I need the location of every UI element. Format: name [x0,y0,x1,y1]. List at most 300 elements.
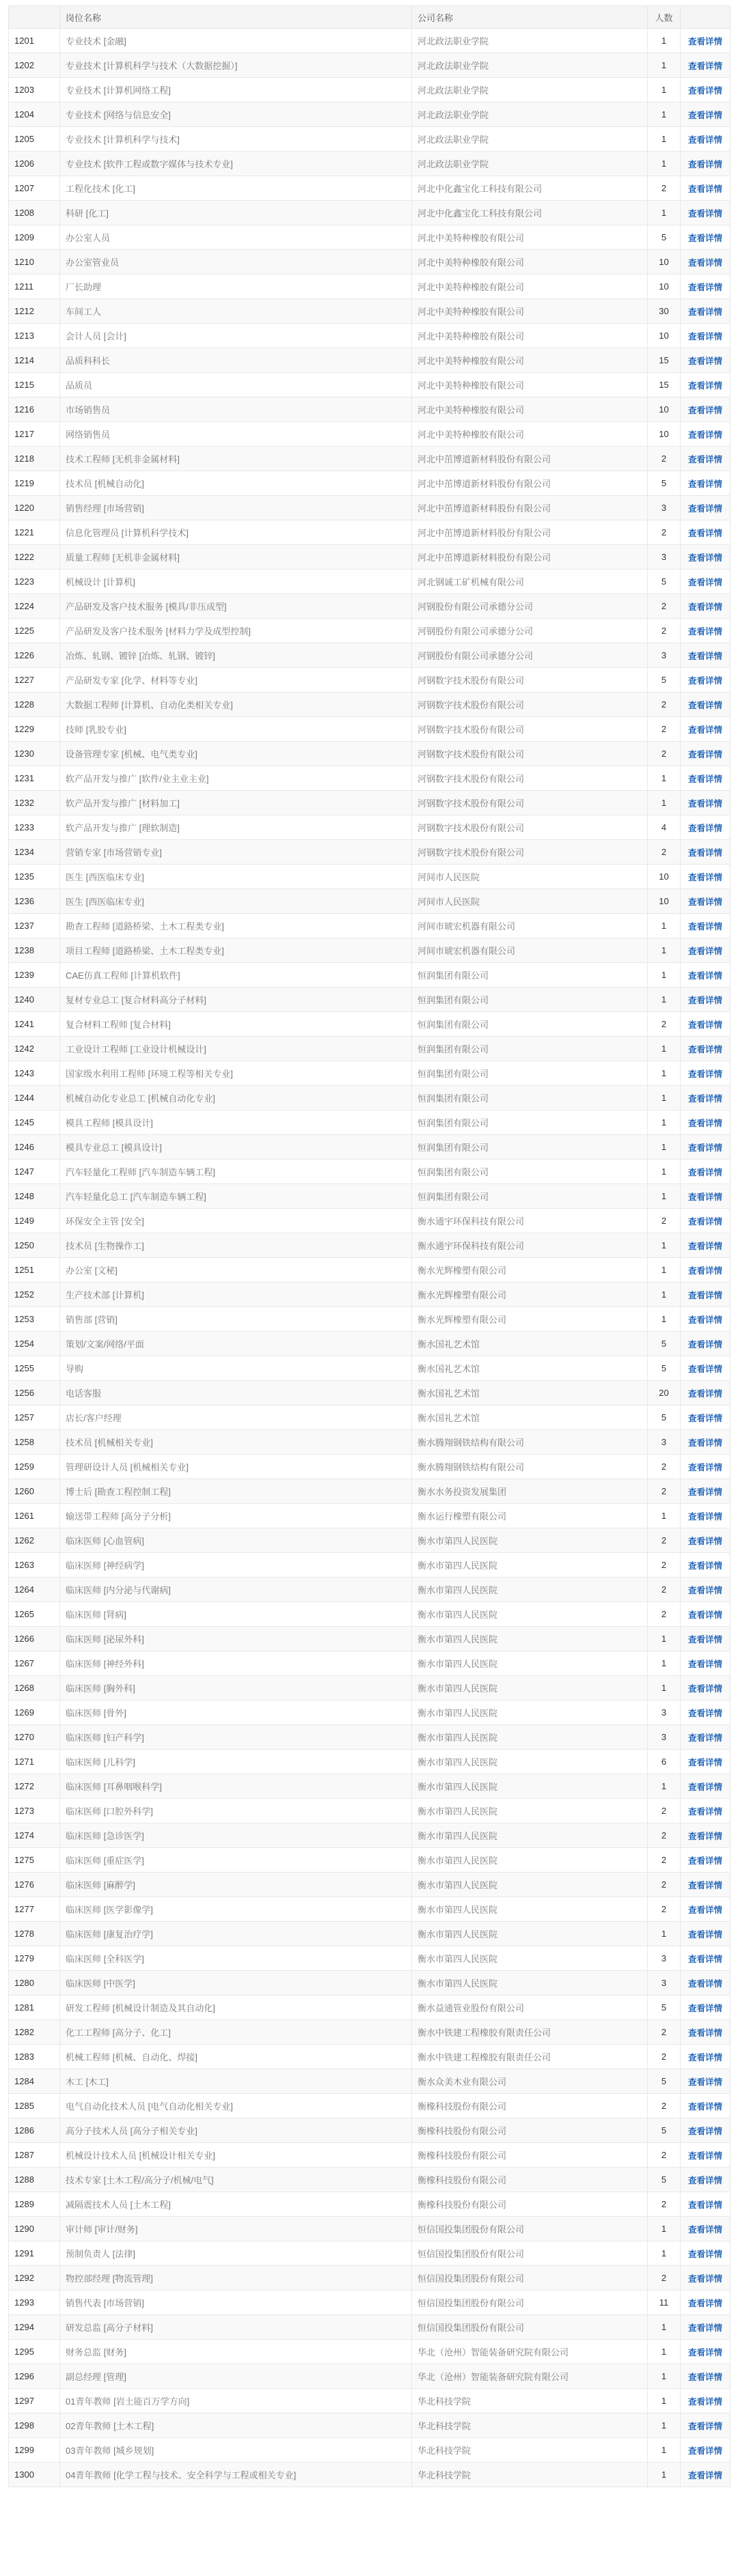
table-row [9,1332,730,1356]
company-name: 河北中美特种橡胶有限公司 [412,324,648,348]
position-name: 预制负责人 [法律] [60,2241,412,2266]
position-name: 策划/文案/网络/平面 [60,1332,412,1356]
view-details-link[interactable]: 查看详情 [687,2298,722,2308]
row-number: 1294 [9,2315,60,2340]
table-row [9,717,730,742]
company-name: 河北中美特种橡胶有限公司 [412,348,648,373]
company-name: 恒润集团有限公司 [412,963,648,988]
view-details-link[interactable]: 查看详情 [687,970,722,981]
company-name: 河北中化鑫宝化工科技有限公司 [412,201,648,225]
row-number: 1241 [9,1012,60,1037]
position-name: CAE仿真工程师 [计算机软件] [60,963,412,988]
position-name: 设备管理专家 [机械、电气类专业] [60,742,412,766]
table-row [9,373,730,397]
headcount: 2 [648,2143,681,2168]
view-details-link[interactable]: 查看详情 [687,2101,722,2112]
view-details-link[interactable]: 查看详情 [687,897,722,907]
position-name: 销售代表 [市场营销] [60,2291,412,2315]
headcount: 15 [648,348,681,373]
action-cell [681,570,730,594]
company-name: 河北中茁博道新材料股份有限公司 [412,471,648,496]
headcount: 2 [648,619,681,643]
headcount: 1 [648,2364,681,2389]
company-name: 衡水市第四人民医院 [412,1553,648,1578]
view-details-link[interactable]: 查看详情 [687,307,722,317]
company-name: 河北中化鑫宝化工科技有限公司 [412,176,648,201]
view-details-link[interactable]: 查看详情 [687,1093,722,1104]
view-details-link[interactable]: 查看详情 [687,675,722,686]
view-details-link[interactable]: 查看详情 [687,1265,722,1276]
view-details-link[interactable]: 查看详情 [687,1610,722,1620]
action-cell [681,2389,730,2413]
action-cell [681,865,730,889]
headcount: 2 [648,692,681,717]
view-details-link[interactable]: 查看详情 [687,233,722,243]
view-details-link[interactable]: 查看详情 [687,2052,722,2062]
position-name: 技术员 [机械相关专业] [60,1430,412,1455]
row-number: 1217 [9,422,60,447]
view-details-link[interactable]: 查看详情 [687,2421,722,2431]
table-row [9,2266,730,2291]
action-cell [681,1651,730,1676]
view-details-link[interactable]: 查看详情 [687,1683,722,1694]
row-number: 1215 [9,373,60,397]
company-name: 河北中茁博道新材料股份有限公司 [412,447,648,471]
headcount: 3 [648,1971,681,1996]
action-cell [681,1971,730,1996]
view-details-link[interactable]: 查看详情 [687,1020,722,1030]
position-name: 临床医师 [儿科学] [60,1750,412,1774]
company-name: 河钢数字技术股份有限公司 [412,840,648,865]
table-row [9,1381,730,1405]
action-cell [681,299,730,324]
headcount: 2 [648,1553,681,1578]
table-row [9,1061,730,1086]
headcount: 5 [648,1356,681,1381]
position-name: 临床医师 [康复治疗学] [60,1922,412,1946]
company-name: 恒润集团有限公司 [412,1110,648,1135]
row-number: 1250 [9,1233,60,1258]
view-details-link[interactable]: 查看详情 [687,602,722,612]
view-details-link[interactable]: 查看详情 [687,159,722,169]
view-details-link[interactable]: 查看详情 [687,528,722,538]
view-details-link[interactable]: 查看详情 [687,1339,722,1349]
headcount: 2 [648,520,681,545]
row-number: 1256 [9,1381,60,1405]
view-details-link[interactable]: 查看详情 [687,1708,722,1718]
view-details-link[interactable]: 查看详情 [687,61,722,71]
row-number: 1266 [9,1627,60,1651]
view-details-link[interactable]: 查看详情 [687,1978,722,1989]
view-details-link[interactable]: 查看详情 [687,1462,722,1472]
view-details-link[interactable]: 查看详情 [687,430,722,440]
company-name: 衡水运行橡塑有限公司 [412,1504,648,1528]
action-cell [681,373,730,397]
row-number: 1297 [9,2389,60,2413]
headcount: 1 [648,2463,681,2487]
view-details-link[interactable]: 查看详情 [687,380,722,391]
company-name: 衡橡科技股份有限公司 [412,2094,648,2118]
view-details-link[interactable]: 查看详情 [687,2200,722,2210]
table-row [9,1725,730,1750]
company-name: 恒润集团有限公司 [412,988,648,1012]
table-row [9,1012,730,1037]
row-number: 1201 [9,29,60,53]
position-name: 临床医师 [中医学] [60,1971,412,1996]
view-details-link[interactable]: 查看详情 [687,85,722,96]
table-row [9,668,730,692]
view-details-link[interactable]: 查看详情 [687,1290,722,1300]
view-details-link[interactable]: 查看详情 [687,1806,722,1817]
position-name: 电话客服 [60,1381,412,1405]
table-row [9,963,730,988]
view-details-link[interactable]: 查看详情 [687,725,722,735]
view-details-link[interactable]: 查看详情 [687,2249,722,2259]
action-cell [681,520,730,545]
position-name: 产品研发专家 [化学、材料等专业] [60,668,412,692]
headcount: 2 [648,2045,681,2069]
row-number: 1278 [9,1922,60,1946]
table-row [9,1356,730,1381]
headcount: 5 [648,471,681,496]
position-name: 临床医师 [骨外] [60,1700,412,1725]
headcount: 1 [648,1184,681,1209]
row-number: 1275 [9,1848,60,1873]
table-row [9,1996,730,2020]
row-number: 1293 [9,2291,60,2315]
view-details-link[interactable]: 查看详情 [687,1560,722,1571]
table-row [9,1160,730,1184]
headcount: 5 [648,225,681,250]
position-name: 临床医师 [急诊医学] [60,1823,412,1848]
headcount: 3 [648,496,681,520]
action-cell [681,471,730,496]
action-cell [681,1823,730,1848]
company-name: 河间市琥宏机器有限公司 [412,938,648,963]
row-number: 1229 [9,717,60,742]
headcount: 1 [648,1676,681,1700]
table-body [9,29,730,2487]
headcount: 1 [648,791,681,815]
view-details-link[interactable]: 查看详情 [687,872,722,882]
view-details-link[interactable]: 查看详情 [687,1216,722,1227]
action-cell [681,840,730,865]
company-name: 河钢数字技术股份有限公司 [412,668,648,692]
headcount: 2 [648,1209,681,1233]
action-cell [681,1602,730,1627]
row-number: 1282 [9,2020,60,2045]
action-cell [681,225,730,250]
position-name: 导购 [60,1356,412,1381]
position-name: 高分子技术人员 [高分子相关专业] [60,2118,412,2143]
view-details-link[interactable]: 查看详情 [687,848,722,858]
view-details-link[interactable]: 查看详情 [687,405,722,415]
action-cell [681,1258,730,1283]
headcount: 2 [648,2192,681,2217]
position-name: 产品研发及客户技术服务 [模具/非压成型] [60,594,412,619]
table-row [9,176,730,201]
header-company: 公司名称 [412,6,648,29]
view-details-link[interactable]: 查看详情 [687,946,722,956]
view-details-link[interactable]: 查看详情 [687,1241,722,1251]
headcount: 1 [648,938,681,963]
view-details-link[interactable]: 查看详情 [687,282,722,292]
headcount: 1 [648,1160,681,1184]
view-details-link[interactable]: 查看详情 [687,110,722,120]
view-details-link[interactable]: 查看详情 [687,257,722,268]
view-details-link[interactable]: 查看详情 [687,2323,722,2333]
view-details-link[interactable]: 查看详情 [687,1831,722,1841]
company-name: 河北政法职业学院 [412,78,648,102]
headcount: 1 [648,1086,681,1110]
headcount: 1 [648,1774,681,1799]
view-details-link[interactable]: 查看详情 [687,356,722,366]
view-details-link[interactable]: 查看详情 [687,1659,722,1669]
view-details-link[interactable]: 查看详情 [687,1143,722,1153]
view-details-link[interactable]: 查看详情 [687,1388,722,1399]
view-details-link[interactable]: 查看详情 [687,1413,722,1423]
view-details-link[interactable]: 查看详情 [687,1634,722,1644]
view-details-link[interactable]: 查看详情 [687,2372,722,2382]
company-name: 恒润集团有限公司 [412,1061,648,1086]
view-details-link[interactable]: 查看详情 [687,700,722,710]
headcount: 2 [648,1528,681,1553]
view-details-link[interactable]: 查看详情 [687,1315,722,1325]
company-name: 衡水市第四人民医院 [412,1799,648,1823]
view-details-link[interactable]: 查看详情 [687,2175,722,2185]
row-number: 1259 [9,1455,60,1479]
company-name: 河北政法职业学院 [412,102,648,127]
view-details-link[interactable]: 查看详情 [687,479,722,489]
view-details-link[interactable]: 查看详情 [687,1118,722,1128]
table-row [9,1676,730,1700]
action-cell [681,127,730,152]
headcount: 11 [648,2291,681,2315]
table-row [9,127,730,152]
view-details-link[interactable]: 查看详情 [687,1733,722,1743]
view-details-link[interactable]: 查看详情 [687,1487,722,1497]
view-details-link[interactable]: 查看详情 [687,1856,722,1866]
view-details-link[interactable]: 查看详情 [687,2224,722,2235]
action-cell [681,102,730,127]
view-details-link[interactable]: 查看详情 [687,749,722,759]
position-name: 财务总监 [财务] [60,2340,412,2364]
headcount: 10 [648,275,681,299]
position-name: 国家级水利用工程师 [环境工程等相关专业] [60,1061,412,1086]
action-cell [681,717,730,742]
company-name: 恒信国投集团股份有限公司 [412,2315,648,2340]
view-details-link[interactable]: 查看详情 [687,823,722,833]
position-name: 减隔震技术人员 [土木工程] [60,2192,412,2217]
table-row [9,1135,730,1160]
position-name: 品质科科长 [60,348,412,373]
view-details-link[interactable]: 查看详情 [687,2028,722,2038]
action-cell [681,2413,730,2438]
view-details-link[interactable]: 查看详情 [687,2003,722,2013]
view-details-link[interactable]: 查看详情 [687,184,722,194]
headcount: 2 [648,176,681,201]
view-details-link[interactable]: 查看详情 [687,1511,722,1522]
table-row [9,1504,730,1528]
table-row [9,1799,730,1823]
company-name: 恒润集团有限公司 [412,1037,648,1061]
action-cell [681,250,730,275]
company-name: 衡水市第四人民医院 [412,1528,648,1553]
table-row [9,1258,730,1283]
position-name: 专业技术 [计算机科学与技术] [60,127,412,152]
view-details-link[interactable]: 查看详情 [687,1192,722,1202]
view-details-link[interactable]: 查看详情 [687,552,722,563]
position-name: 临床医师 [神经病学] [60,1553,412,1578]
view-details-link[interactable]: 查看详情 [687,1585,722,1595]
position-name: 技术工程师 [无机非金属材料] [60,447,412,471]
headcount: 2 [648,1848,681,1873]
position-name: 机械设计技术人员 [机械设计相关专业] [60,2143,412,2168]
company-name: 华北科技学院 [412,2438,648,2463]
view-details-link[interactable]: 查看详情 [687,651,722,661]
view-details-link[interactable]: 查看详情 [687,1905,722,1915]
action-cell [681,2291,730,2315]
table-row [9,2217,730,2241]
position-name: 专业技术 [软件工程或数字媒体与技术专业] [60,152,412,176]
view-details-link[interactable]: 查看详情 [687,921,722,932]
view-details-link[interactable]: 查看详情 [687,503,722,514]
action-cell [681,1184,730,1209]
row-number: 1272 [9,1774,60,1799]
headcount: 1 [648,2241,681,2266]
view-details-link[interactable]: 查看详情 [687,1536,722,1546]
view-details-link[interactable]: 查看详情 [687,2151,722,2161]
company-name: 衡水国礼艺术馆 [412,1381,648,1405]
view-details-link[interactable]: 查看详情 [687,2077,722,2087]
view-details-link[interactable]: 查看详情 [687,208,722,219]
company-name: 衡水市第四人民医院 [412,1725,648,1750]
row-number: 1243 [9,1061,60,1086]
position-name: 销售部 [营销] [60,1307,412,1332]
view-details-link[interactable]: 查看详情 [687,454,722,464]
row-number: 1235 [9,865,60,889]
action-cell [681,2364,730,2389]
view-details-link[interactable]: 查看详情 [687,135,722,145]
job-listing-table-container [8,5,730,2487]
action-cell [681,1528,730,1553]
view-details-link[interactable]: 查看详情 [687,2347,722,2357]
view-details-link[interactable]: 查看详情 [687,1438,722,1448]
position-name: 会计人员 [会计] [60,324,412,348]
action-cell [681,1110,730,1135]
table-row [9,1922,730,1946]
position-name: 博士后 [勘查工程控制工程] [60,1479,412,1504]
view-details-link[interactable]: 查看详情 [687,577,722,587]
view-details-link[interactable]: 查看详情 [687,331,722,341]
action-cell [681,1996,730,2020]
table-row [9,1430,730,1455]
company-name: 河钢股份有限公司承德分公司 [412,619,648,643]
position-name: 科研 [化工] [60,201,412,225]
action-cell [681,643,730,668]
view-details-link[interactable]: 查看详情 [687,2446,722,2456]
table-row [9,299,730,324]
action-cell [681,1356,730,1381]
headcount: 10 [648,397,681,422]
company-name: 衡水中铁建工程橡胶有限责任公司 [412,2020,648,2045]
table-row [9,1184,730,1209]
view-details-link[interactable]: 查看详情 [687,2126,722,2136]
row-number: 1236 [9,889,60,914]
view-details-link[interactable]: 查看详情 [687,1954,722,1964]
view-details-link[interactable]: 查看详情 [687,36,722,46]
company-name: 恒信国投集团股份有限公司 [412,2266,648,2291]
company-name: 衡水众美木业有限公司 [412,2069,648,2094]
company-name: 河间市人民医院 [412,889,648,914]
action-cell [681,815,730,840]
table-row [9,643,730,668]
view-details-link[interactable]: 查看详情 [687,1782,722,1792]
view-details-link[interactable]: 查看详情 [687,1364,722,1374]
view-details-link[interactable]: 查看详情 [687,1757,722,1767]
table-row [9,225,730,250]
action-cell [681,176,730,201]
position-name: 临床医师 [神经外科] [60,1651,412,1676]
position-name: 医生 [西医临床专业] [60,889,412,914]
view-details-link[interactable]: 查看详情 [687,1929,722,1940]
position-name: 技术员 [机械自动化] [60,471,412,496]
view-details-link[interactable]: 查看详情 [687,626,722,636]
headcount: 1 [648,963,681,988]
position-name: 临床医师 [口腔外科学] [60,1799,412,1823]
table-row [9,53,730,78]
headcount: 1 [648,766,681,791]
company-name: 衡水国礼艺术馆 [412,1332,648,1356]
row-number: 1257 [9,1405,60,1430]
action-cell [681,545,730,570]
action-cell [681,275,730,299]
view-details-link[interactable]: 查看详情 [687,2396,722,2407]
action-cell [681,1209,730,1233]
view-details-link[interactable]: 查看详情 [687,1167,722,1177]
position-name: 临床医师 [妇产科学] [60,1725,412,1750]
table-row [9,496,730,520]
view-details-link[interactable]: 查看详情 [687,1069,722,1079]
position-name: 营销专家 [市场营销专业] [60,840,412,865]
headcount: 1 [648,29,681,53]
table-row [9,1086,730,1110]
position-name: 临床医师 [医学影像学] [60,1897,412,1922]
action-cell [681,1799,730,1823]
view-details-link[interactable]: 查看详情 [687,774,722,784]
view-details-link[interactable]: 查看详情 [687,995,722,1005]
view-details-link[interactable]: 查看详情 [687,1044,722,1054]
table-row [9,545,730,570]
view-details-link[interactable]: 查看详情 [687,798,722,809]
row-number: 1238 [9,938,60,963]
row-number: 1204 [9,102,60,127]
company-name: 华北科技学院 [412,2463,648,2487]
row-number: 1247 [9,1160,60,1184]
company-name: 恒润集团有限公司 [412,1160,648,1184]
position-name: 勘查工程师 [道路桥梁、土木工程类专业] [60,914,412,938]
table-row [9,1627,730,1651]
row-number: 1264 [9,1578,60,1602]
headcount: 1 [648,2389,681,2413]
row-number: 1214 [9,348,60,373]
view-details-link[interactable]: 查看详情 [687,2273,722,2284]
view-details-link[interactable]: 查看详情 [687,1880,722,1890]
row-number: 1213 [9,324,60,348]
view-details-link[interactable]: 查看详情 [687,2470,722,2480]
row-number: 1209 [9,225,60,250]
action-cell [681,2069,730,2094]
